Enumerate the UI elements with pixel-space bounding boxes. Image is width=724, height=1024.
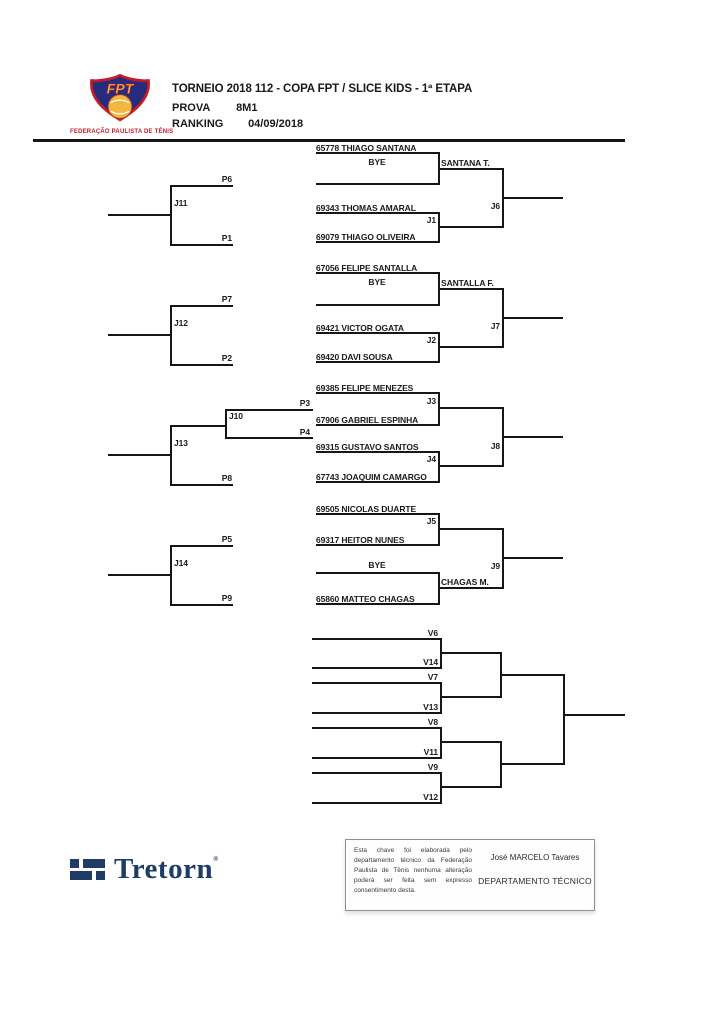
player-felipe-santalla: 67056 FELIPE SANTALLA xyxy=(316,263,418,273)
match-label-j4: J4 xyxy=(426,454,436,464)
tretorn-wordmark: Tretorn® xyxy=(114,853,219,885)
s3-match1-vert xyxy=(438,392,440,426)
s5-sf1-output xyxy=(500,674,563,676)
header-rule xyxy=(33,139,625,142)
s5-v14-line xyxy=(312,667,440,669)
s5-v13-line xyxy=(312,712,440,714)
s1-match1-winner xyxy=(438,168,502,170)
qualifier-label-p6: P6 xyxy=(221,174,232,184)
match-label-j3: J3 xyxy=(426,396,436,406)
s1-p6-line xyxy=(170,185,233,187)
s3-match2-vert xyxy=(438,451,440,483)
s5-qf4-winner xyxy=(440,786,500,788)
s4-left-vert xyxy=(170,545,172,606)
s3-branch-top xyxy=(170,425,227,427)
s2-feed-line xyxy=(108,334,170,336)
s5-v6-line xyxy=(312,638,440,640)
s4-output-line xyxy=(502,557,563,559)
s4-slot3-line xyxy=(316,572,438,574)
match-label-j6: J6 xyxy=(490,201,500,211)
federation-name: FEDERAÇÃO PAULISTA DE TÊNIS xyxy=(70,129,174,135)
player-thiago-oliveira: 69079 THIAGO OLIVEIRA xyxy=(316,232,416,242)
slot-label-v11: V11 xyxy=(423,747,438,757)
match-label-j11: J11 xyxy=(174,198,188,208)
player-victor-ogata: 69421 VICTOR OGATA xyxy=(316,323,404,333)
s1-slot2-line xyxy=(316,183,438,185)
s1-feed-line xyxy=(108,214,170,216)
s2-p2-line xyxy=(170,364,233,366)
s5-qf4-vert xyxy=(440,772,442,804)
player-thiago-santana: 65778 THIAGO SANTANA xyxy=(316,143,417,153)
player-heitor-nunes: 69317 HEITOR NUNES xyxy=(316,535,405,545)
tournament-title: TORNEIO 2018 112 - COPA FPT / SLICE KIDS - 1ª ETAPA xyxy=(172,83,473,95)
s4-p5-line xyxy=(170,545,233,547)
player-gabriel-espinha: 67906 GABRIEL ESPINHA xyxy=(316,415,419,425)
s4-feed-line xyxy=(108,574,170,576)
s5-qf3-vert xyxy=(440,727,442,759)
qualifier-label-p5: P5 xyxy=(221,534,232,544)
s3-match1-winner xyxy=(438,407,502,409)
player-gustavo-santos: 69315 GUSTAVO SANTOS xyxy=(316,442,419,452)
registered-mark: ® xyxy=(213,855,219,863)
qualifier-label-p1: P1 xyxy=(221,233,232,243)
tretorn-logo xyxy=(70,854,219,884)
s4-match1-winner xyxy=(438,528,502,530)
s5-qf1-winner xyxy=(440,652,500,654)
ranking-label: RANKING xyxy=(172,118,224,130)
s3-output-line xyxy=(502,436,563,438)
winner-chagas: CHAGAS M. xyxy=(441,577,489,587)
slot-label-v6: V6 xyxy=(427,628,438,638)
match-label-j13: J13 xyxy=(174,438,188,448)
tretorn-blocks-icon xyxy=(70,859,105,880)
s5-sf2-output xyxy=(500,763,563,765)
qualifier-label-p2: P2 xyxy=(221,353,232,363)
slot-label-v8: V8 xyxy=(427,717,438,727)
disclaimer-text: Esta chave foi elaborada pelo departamento técnico da Federação Paulista de Tênis nenhuma alteração poderá ser feita sem expresso consentimento desta. xyxy=(354,847,472,895)
s2-slot2-line xyxy=(316,304,438,306)
prova-label: PROVA xyxy=(172,102,211,114)
player-davi-sousa: 69420 DAVI SOUSA xyxy=(316,352,393,362)
signer-block xyxy=(476,840,594,910)
signer-role: DEPARTAMENTO TÉCNICO xyxy=(478,876,592,886)
s5-v9-line xyxy=(312,772,440,774)
s5-qf2-vert xyxy=(440,682,442,714)
match-label-j14: J14 xyxy=(174,558,188,568)
qualifier-label-p9: P9 xyxy=(221,593,232,603)
s3-match2-winner xyxy=(438,465,502,467)
s2-output-line xyxy=(502,317,563,319)
match-label-j9: J9 xyxy=(490,561,500,571)
slot-label-v7: V7 xyxy=(427,672,438,682)
s5-final-output xyxy=(563,714,625,716)
slot-label-v12: V12 xyxy=(423,792,438,802)
winner-santana: SANTANA T. xyxy=(441,158,490,168)
s5-qf3-winner xyxy=(440,741,500,743)
s2-match2-winner xyxy=(438,346,502,348)
s1-left-vert xyxy=(170,185,172,246)
s4-match2-winner xyxy=(438,587,502,589)
s2-p7-line xyxy=(170,305,233,307)
qualifier-label-p4: P4 xyxy=(299,427,310,437)
s3-left-vert xyxy=(170,425,172,486)
bye-label-1: BYE xyxy=(368,157,386,167)
ranking-value: 04/09/2018 xyxy=(248,118,304,130)
s3-p8-line xyxy=(170,484,233,486)
match-label-j7: J7 xyxy=(490,321,500,331)
qualifier-label-p7: P7 xyxy=(221,294,232,304)
match-label-j12: J12 xyxy=(174,318,188,328)
player-joaquim-camargo: 67743 JOAQUIM CAMARGO xyxy=(316,472,427,482)
s5-final-vert xyxy=(563,674,565,765)
technical-department-box xyxy=(345,839,595,911)
slot-label-v9: V9 xyxy=(427,762,438,772)
s5-v12-line xyxy=(312,802,440,804)
match-label-j1: J1 xyxy=(426,215,436,225)
qualifier-label-p8: P8 xyxy=(221,473,232,483)
qualifier-label-p3: P3 xyxy=(299,398,310,408)
match-label-j5: J5 xyxy=(426,516,436,526)
s5-v8-line xyxy=(312,727,440,729)
match-label-j8: J8 xyxy=(490,441,500,451)
s2-left-vert xyxy=(170,305,172,366)
s3-p4-line xyxy=(225,437,313,439)
player-matteo-chagas: 65860 MATTEO CHAGAS xyxy=(316,594,415,604)
player-nicolas-duarte: 69505 NICOLAS DUARTE xyxy=(316,504,417,514)
bye-label-3: BYE xyxy=(368,560,386,570)
s3-j10-vert xyxy=(225,409,227,439)
winner-santalla: SANTALLA F. xyxy=(441,278,494,288)
slot-label-v13: V13 xyxy=(423,702,438,712)
bye-label-2: BYE xyxy=(368,277,386,287)
s1-output-line xyxy=(502,197,563,199)
s1-p1-line xyxy=(170,244,233,246)
slot-label-v14: V14 xyxy=(423,657,438,667)
s4-p9-line xyxy=(170,604,233,606)
signer-name: José MARCELO Tavares xyxy=(490,853,580,862)
match-label-j10: J10 xyxy=(229,411,243,421)
s5-qf2-winner xyxy=(440,696,500,698)
fpt-logo-text: FPT xyxy=(106,81,134,98)
s2-match1-winner xyxy=(438,288,502,290)
s5-v7-line xyxy=(312,682,440,684)
s1-match2-winner xyxy=(438,226,502,228)
player-felipe-menezes: 69385 FELIPE MENEZES xyxy=(316,383,414,393)
player-thomas-amaral: 69343 THOMAS AMARAL xyxy=(316,203,416,213)
prova-value: 8M1 xyxy=(236,102,258,114)
s3-feed-line xyxy=(108,454,170,456)
s5-v11-line xyxy=(312,757,440,759)
match-label-j2: J2 xyxy=(426,335,436,345)
